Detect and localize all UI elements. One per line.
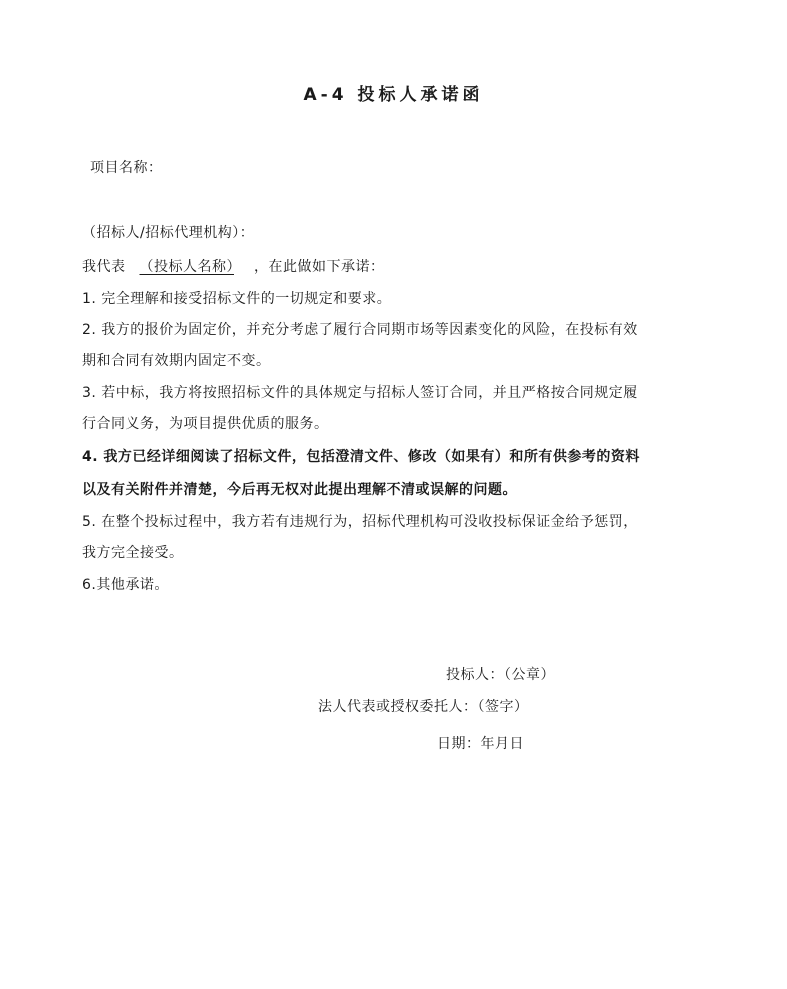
bidder-name-placeholder: （投标人名称） xyxy=(139,259,234,275)
commitment-item-6: 6.其他承诺。 xyxy=(82,577,169,593)
commitment-item-1: 1. 完全理解和接受招标文件的一切规定和要求。 xyxy=(82,291,392,307)
legal-representative-signature-line: 法人代表或授权委托人：（签字） xyxy=(318,699,529,715)
commitment-item-2-line-1: 2. 我方的报价为固定价，并充分考虑了履行合同期市场等因素变化的风险，在投标有效 xyxy=(82,322,638,338)
commitment-item-3-line-1: 3. 若中标，我方将按照招标文件的具体规定与招标人签订合同，并且严格按合同规定履 xyxy=(82,385,638,401)
commitment-item-4-line-2: 以及有关附件并清楚，今后再无权对此提出理解不清或误解的问题。 xyxy=(82,482,517,498)
commitment-item-5-line-2: 我方完全接受。 xyxy=(82,545,184,561)
representation-line xyxy=(82,256,385,276)
commitment-item-2-line-2: 期和合同有效期内固定不变。 xyxy=(82,353,271,369)
project-name-label: 项目名称： xyxy=(90,160,163,176)
addressee-line: （招标人/招标代理机构）： xyxy=(82,225,255,241)
commitment-item-3-line-2: 行合同义务，为项目提供优质的服务。 xyxy=(82,416,329,432)
representation-suffix: ，在此做如下承诺： xyxy=(254,259,385,275)
commitment-item-4-line-1: 4. 我方已经详细阅读了招标文件，包括澄清文件、修改（如果有）和所有供参考的资料 xyxy=(82,449,640,465)
bidder-seal-line: 投标人：（公章） xyxy=(446,667,555,683)
commitment-item-5-line-1: 5. 在整个投标过程中，我方若有违规行为，招标代理机构可没收投标保证金给予惩罚， xyxy=(82,514,638,530)
representation-prefix: 我代表 xyxy=(82,259,126,275)
date-line: 日期：年月日 xyxy=(437,736,524,752)
page-title: A-4 投标人承诺函 xyxy=(303,85,484,105)
